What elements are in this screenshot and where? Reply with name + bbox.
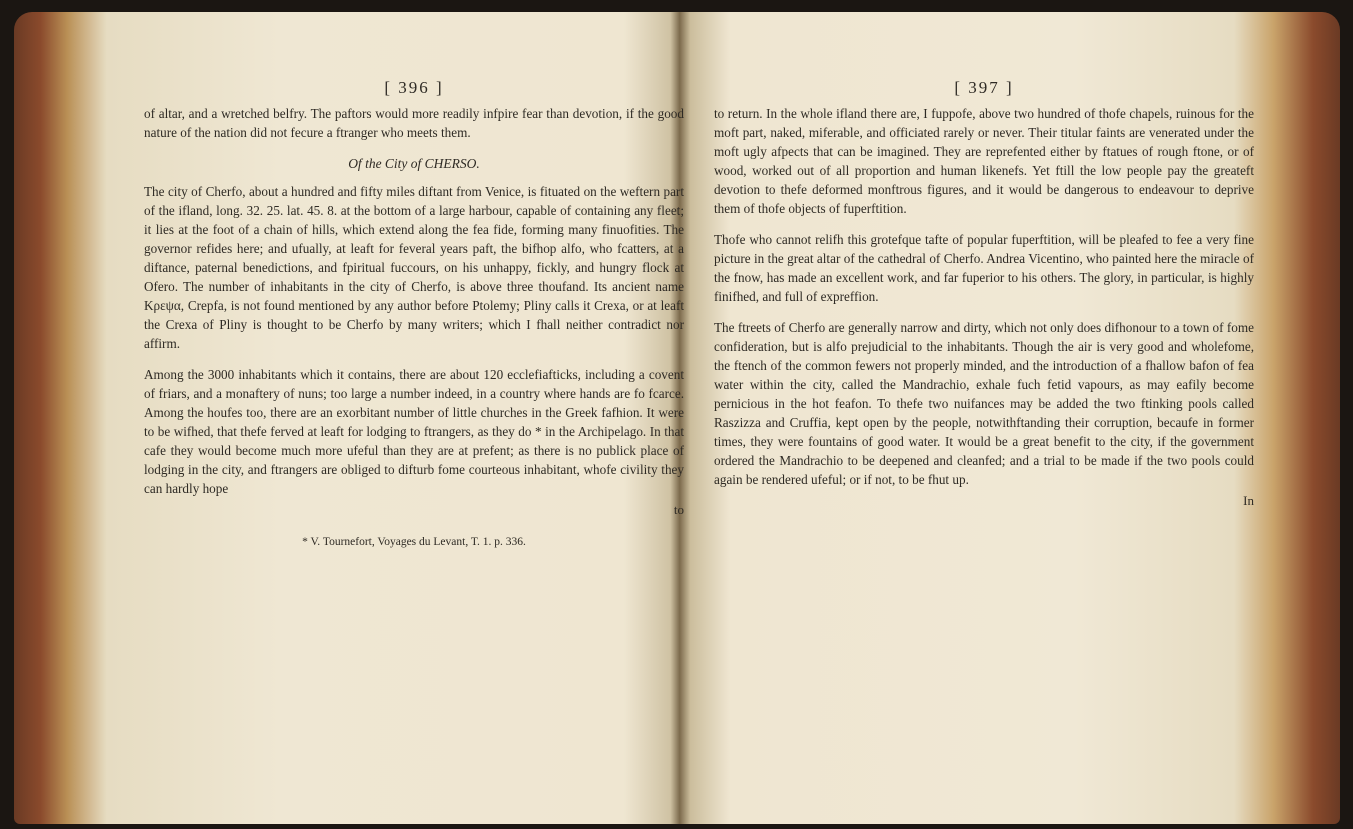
page-number-left: [ 396 ] <box>384 78 444 97</box>
footnote: * V. Tournefort, Voyages du Levant, T. 1. p. 336. <box>302 536 526 548</box>
right-page <box>714 32 1254 812</box>
catchword: In <box>1243 493 1254 508</box>
paragraph: Among the 3000 inhabitants which it contains, there are about 120 ecclefiafticks, including a covent of friars, and a monaftery of nuns; too large a number indeed, in a country where hands are fo fcarce. Among the houfes too, there are an exorbitant number of little churches in the Greek fafhion. It were to be wifhed, that thefe ferved at leaft for lodging to ftrangers, as they do * in the Archipelago. In that cafe they would become much more ufeful than they are at prefent; as there is no publick place of lodging in the city, and ftrangers are obliged to difturb fome courteous inhabitant, whofe civility they can hardly hope <box>144 367 684 496</box>
paragraph: Thofe who cannot relifh this grotefque tafte of popular fuperftition, will be pleafed to fee a very fine picture in the great altar of the cathedral of Cherfo. Andrea Vicentino, who painted here the miracle of the fnow, has made an excellent work, and far fuperior to his others. The glory, in particular, is highly finifhed, and full of expreffion. <box>714 232 1254 304</box>
paragraph: The ftreets of Cherfo are generally narrow and dirty, which not only does difhonour to a town of fome confideration, but is alfo prejudicial to the inhabitants. Though the air is very good and wholefome, the ftench of the common fewers not properly minded, and the introduction of a fhallow bafon of fea water within the city, called the Mandrachio, exhale fuch fetid vapours, as may eafily become pernicious in the hot feafon. To thefe two nuifances may be added the two ftinking pools called Raszizza and Cruffia, kept open by the people, notwithftanding their corruption, becaufe in former times, they were fountains of good water. It would be a great benefit to the city, if the government ordered the Mandrachio to be deepened and cleanfed; and a trial to be made if the two pools could again be rendered ufeful; or if not, to be fhut up. <box>714 320 1254 487</box>
section-title: Of the City of CHERSO. <box>348 156 480 171</box>
catchword: to <box>673 502 684 517</box>
paragraph: to return. In the whole ifland there are, I fuppofe, above two hundred of thofe chapels, ruinous for the moft part, naked, miferable, and officiated rarely or never. Their titular faints are venerated under the moft ugly afpects that can be imagined. They are reprefented either by ftatues of rough ftone, or of wood, worked out of all proportion and human likenefs. Yet ftill the low people pay the greateft devotion to thefe deformed monftrous figures, and it would be dangerous to endeavour to deprive them of thofe objects of fuperftition. <box>714 106 1254 216</box>
paragraph: of altar, and a wretched belfry. The paftors would more readily infpire fear than devotion, if the good nature of the nation did not fecure a ftranger who meets them. <box>144 106 684 140</box>
left-page <box>144 32 684 812</box>
open-book <box>14 12 1340 824</box>
paragraph: The city of Cherfo, about a hundred and fifty miles diftant from Venice, is fituated on the weftern part of the ifland, long. 32. 25. lat. 45. 8. at the bottom of a large harbour, capable of containing any fleet; it lies at the foot of a chain of hills, which extend along the fea fide, forming many finuofities. The governor refides here; and ufually, at leaft for feveral years paft, the bifhop alfo, who fcatters, at a diftance, paternal benedictions, and fpiritual fuccours, on his unhappy, fickly, and hungry flock at Ofero. The number of inhabitants in the city of Cherfo, is above three thoufand. Its ancient name Κρεψα, Crepfa, is not found mentioned by any author before Ptolemy; Pliny calls it Crexa, or at leaft the Crexa of Pliny is thought to be Cherfo by many writers; which I fhall neither contradict nor affirm. <box>144 184 684 351</box>
page-number-right: [ 397 ] <box>954 78 1014 97</box>
